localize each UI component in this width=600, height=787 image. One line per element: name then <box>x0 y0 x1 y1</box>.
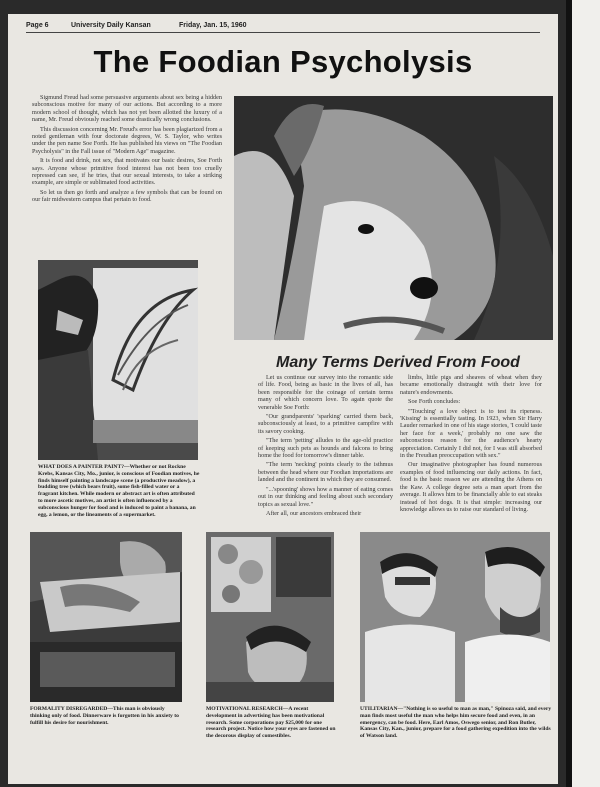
formality-photo <box>30 532 182 702</box>
subheadline: Many Terms Derived From Food <box>276 354 520 371</box>
body-paragraph: "'Touching' a love object is to test its ripeness. 'Kissing' is essentially tasting. In 1923, when Sir Harry Lauder remarked in one of his stage stories, 'I could taste her face for a week,' probably no one saw the subconscious reason for the audience's hearty appreciation. Certainly I did not, for I was still absorbed in the Freudian preoccupation with sex." <box>400 407 542 460</box>
page-gutter <box>566 0 572 787</box>
header-rule <box>26 32 540 33</box>
utilitarian-caption: UTILITARIAN—"Nothing is so useful to man as man," Spinoza said, and every man finds most useful the man who helps him secure food and even, in an emergency, can be food. Here, Earl Amos, Oswego senior, and Ron Butler, Kansas City, Kan., junior, prepare for a food gathering expedition into the wilds of Watson land. <box>360 706 552 740</box>
formality-caption: FORMALITY DISREGARDED—This man is obviously thinking only of food. Dinnerware is forgotten in his anxiety to fulfill his desire for nourishment. <box>30 706 179 726</box>
intro-paragraph: It is food and drink, not sex, that motivates our basic desires, Soe Forth says. Anyone whose primitive food interest has not been too cruelly repressed can see, if he tries, that our sexual interests, to take a striking example, are simple or sublimated food activities. <box>32 157 222 187</box>
body-column-1 <box>258 374 393 519</box>
body-paragraph: Soe Forth concludes: <box>408 398 461 406</box>
body-paragraph: Let us continue our survey into the romantic side of life. Food, being as basic in the lives of all, has been responsible for the coinage of certain terms many of which concern love. To again quote the venerable Soe Forth: <box>258 374 393 411</box>
body-paragraph: After all, our ancestors embraced their <box>266 509 362 517</box>
painter-caption: WHAT DOES A PAINTER PAINT?—Whether or not Rockne Krebs, Kansas City, Mo., junior, is conscious of Foodian motives, he finds himself painting a landscape scene (a productive meadow), a budding tree (which bears fruit), some fish-filled water or a fragrant kitchen. While modern or abstract art is often attributed to more ascetic motives, an artist is often influenced by a subconscious hunger for food and is induced to paint a banana, an egg, a lemon, or the lineaments of a supermarket. <box>38 464 200 518</box>
dog-photo <box>234 96 553 340</box>
intro-paragraph: Sigmund Freud had some persuasive arguments about sex being a hidden subconscious motive for many of our actions. But according to a more modern school of thought, which has not yet been allotted the luxury of a name, Mr. Freud obviously reached some drastically wrong conclusions. <box>32 94 222 124</box>
painter-photo <box>38 260 198 460</box>
body-paragraph: Our imaginative photographer has found numerous examples of food influencing our daily actions. In fact, food is the basic reason we are attending the Athens on the Kaw. A college degree sets a man apart from the average. It allows him to be financially able to eat steaks instead of hot dogs. It is that simple: increasing our knowledge allows us to raise our standard of living. <box>400 461 542 513</box>
intro-text <box>32 94 222 206</box>
utilitarian-photo <box>360 532 550 702</box>
body-paragraph: limbs, little pigs and sheaves of wheat when they became emotionally distraught with their love for nature's endowments. <box>400 374 542 396</box>
dog-photo-art <box>234 96 553 340</box>
formality-photo-art <box>30 532 182 702</box>
paper-name: University Daily Kansan <box>71 22 151 29</box>
body-paragraph: "...'spooning' shows how a manner of eating comes out in our thinking and feeling about such secondary topics as sexual love." <box>258 485 393 508</box>
newspaper-page <box>8 14 558 784</box>
utilitarian-photo-art <box>360 532 550 702</box>
body-paragraph: "The term 'petting' alludes to the age-old practice of keeping such pets as hounds and falcons to bring home the food for tomorrow's dinner table. <box>258 437 393 460</box>
painter-photo-art <box>38 260 198 460</box>
issue-date: Friday, Jan. 15, 1960 <box>179 22 247 29</box>
motivational-photo <box>206 532 334 702</box>
intro-paragraph: So let us then go forth and analyze a few symbols that can be found on our fair midwestern campus that pertain to food. <box>32 188 222 204</box>
body-paragraph: "The term 'necking' points clearly to the isthmus between the head where our Foodian importations are landed and the continent in which they are consumed. <box>258 461 393 484</box>
body-column-2 <box>400 374 542 515</box>
intro-paragraph: This discussion concerning Mr. Freud's error has been plagiarized from a noted gentleman with four doctorate degrees, W. S. Taylor, who writes under the pen name Soe Forth. He has published his views on "The Foodian Psycholysis" in the Fall issue of "Modern Age" magazine. <box>32 125 222 155</box>
adjacent-page-edge <box>566 0 600 787</box>
body-paragraph: "Our grandparents' 'sparking' carried them back, subconsciously at least, to a primitive campfire with its savory cooking. <box>258 413 393 435</box>
motivational-caption: MOTIVATIONAL RESEARCH—A recent development in advertising has been motivational research. Some corporations pay $25,000 for one research project. Notice how your eyes are fastened on the decorous display of comestibles. <box>206 706 336 740</box>
headline: The Foodian Psycholysis <box>93 44 473 79</box>
page-number: Page 6 <box>26 22 49 29</box>
motivational-photo-art <box>206 532 334 702</box>
